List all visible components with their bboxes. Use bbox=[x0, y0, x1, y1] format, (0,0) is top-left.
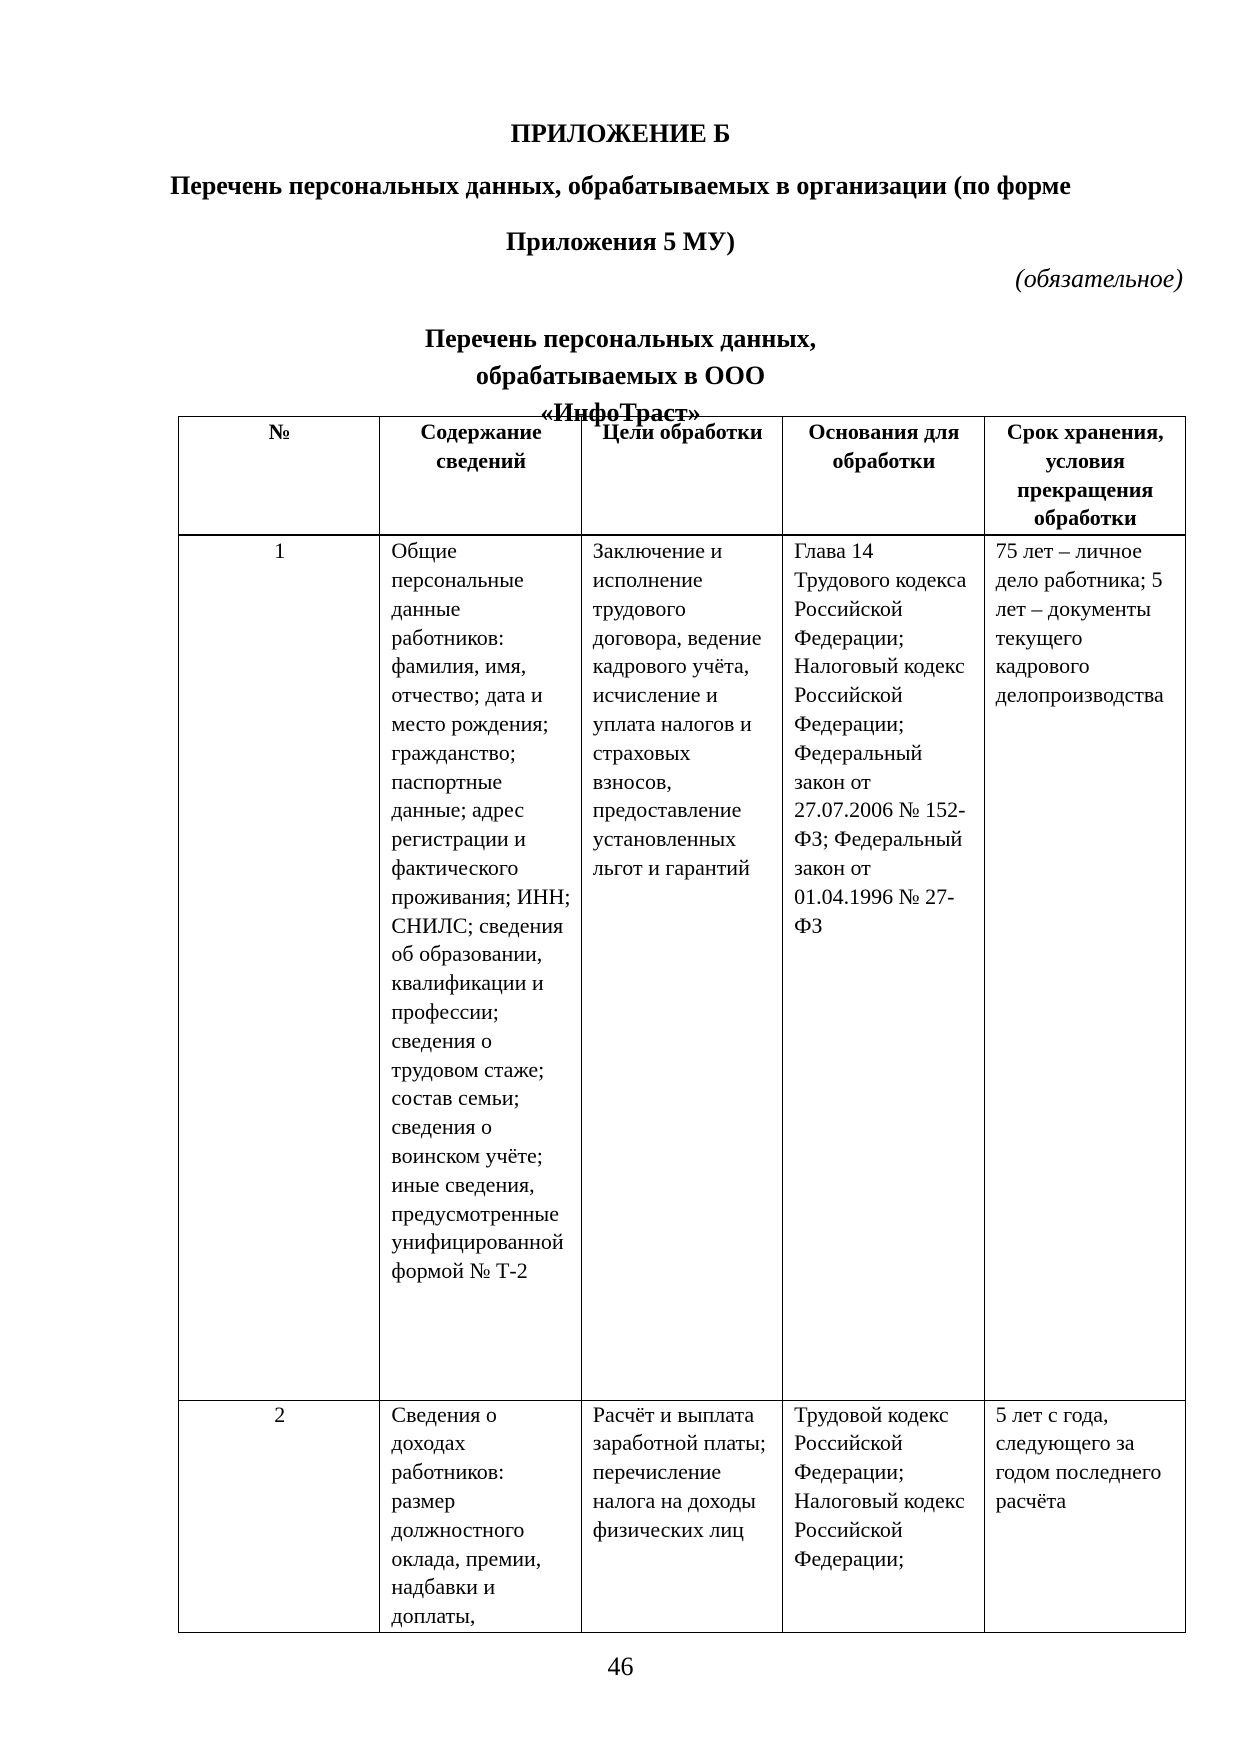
row-number-cell: 1 bbox=[179, 535, 380, 1400]
appendix-title: ПРИЛОЖЕНИЕ Б bbox=[510, 119, 731, 148]
page-number: 46 bbox=[607, 1652, 634, 1681]
personal-data-table bbox=[178, 416, 1186, 1633]
retention-cell: 5 лет с года, следующего за годом последнего расчёта bbox=[984, 1400, 1185, 1632]
mandatory-label: (обязательное) bbox=[1015, 264, 1183, 293]
header-number: № bbox=[179, 417, 380, 536]
header-content: Содержание сведений bbox=[380, 417, 581, 536]
table-row bbox=[179, 1400, 1186, 1632]
header-retention: Срок хранения, условия прекращения обработки bbox=[984, 417, 1185, 536]
table-heading: Перечень персональных данных, обрабатываемых в ООО «ИнфоТраст» bbox=[424, 324, 817, 427]
row-number-cell: 2 bbox=[179, 1400, 380, 1632]
content-cell: Общие персональные данные работников: фамилия, имя, отчество; дата и место рождения; гражданство; паспортные данные; адрес регистрации и фактического проживания; ИНН; СНИЛС; сведения об образовании, квалификации и профессии; сведения о трудовом стаже; состав семьи; сведения о воинском учёте; иные сведения, предусмотренные унифицированной формой № Т-2 bbox=[380, 535, 581, 1400]
content-cell: Сведения о доходах работников: размер должностного оклада, премии, надбавки и доплаты, bbox=[380, 1400, 581, 1632]
document-title: Перечень персональных данных, обрабатываемых в организации (по форме Приложения 5 МУ) bbox=[170, 171, 1071, 256]
header-purpose: Цели обработки bbox=[581, 417, 782, 536]
header-basis: Основания для обработки bbox=[783, 417, 984, 536]
basis-cell: Глава 14 Трудового кодекса Российской Федерации; Налоговый кодекс Российской Федерации; Федеральный закон от 27.07.2006 № 152-ФЗ; Федеральный закон от 01.04.1996 № 27-ФЗ bbox=[783, 535, 984, 1400]
basis-cell: Трудовой кодекс Российской Федерации; Налоговый кодекс Российской Федерации; bbox=[783, 1400, 984, 1632]
table-row bbox=[179, 535, 1186, 1400]
table-header-row bbox=[179, 417, 1186, 536]
purpose-cell: Расчёт и выплата заработной платы; перечисление налога на доходы физических лиц bbox=[581, 1400, 782, 1632]
purpose-cell: Заключение и исполнение трудового договора, ведение кадрового учёта, исчисление и уплата налогов и страховых взносов, предоставление установленных льгот и гарантий bbox=[581, 535, 782, 1400]
retention-cell: 75 лет – личное дело работника; 5 лет – документы текущего кадрового делопроизводства bbox=[984, 535, 1185, 1400]
